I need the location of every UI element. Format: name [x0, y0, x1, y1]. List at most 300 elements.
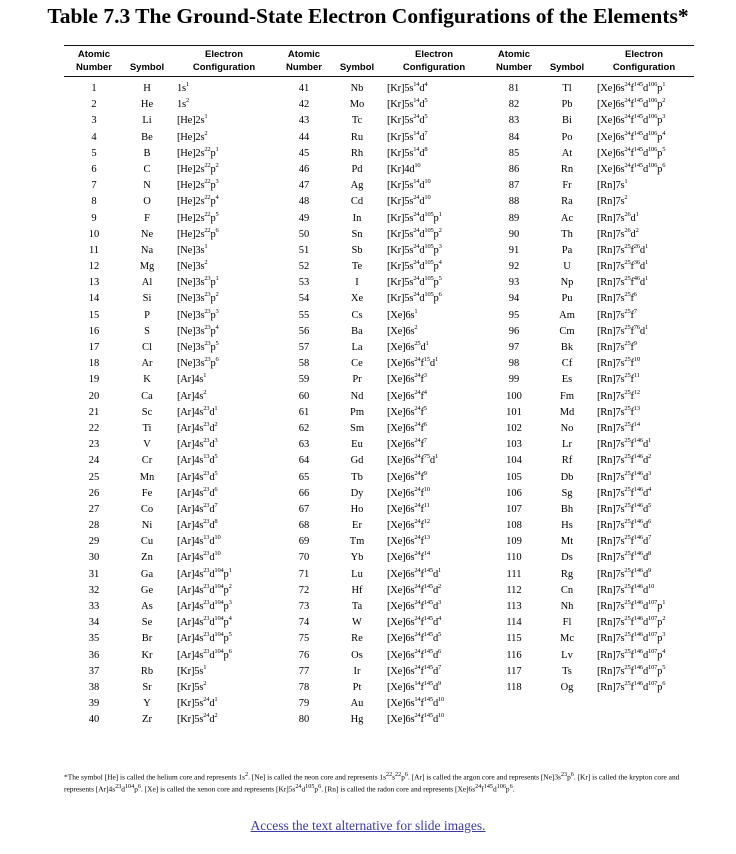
table-row	[274, 243, 484, 259]
atomic-number: 42	[298, 99, 310, 111]
header-electron-label: Electron	[624, 49, 663, 60]
element-symbol: Og	[560, 681, 574, 693]
atomic-number: 64	[298, 455, 310, 467]
table-row	[64, 680, 274, 696]
table-row	[64, 583, 274, 599]
element-symbol: Ge	[140, 584, 154, 596]
element-symbol: Cf	[561, 358, 573, 370]
atomic-number: 27	[88, 503, 100, 515]
atomic-number: 43	[298, 115, 310, 127]
element-symbol: Er	[352, 520, 362, 532]
atomic-number: 100	[506, 390, 522, 402]
element-symbol: Sm	[349, 422, 364, 434]
element-symbol: Po	[561, 131, 573, 143]
element-symbol: Ra	[561, 196, 573, 208]
electron-configuration: $[Ar]4s^2$	[177, 388, 207, 402]
element-symbol: H	[143, 83, 151, 94]
table-row	[274, 130, 484, 146]
table-row	[64, 211, 274, 227]
element-symbol: Tb	[351, 471, 363, 483]
atomic-number: 38	[88, 681, 100, 693]
atomic-number: 31	[88, 568, 100, 580]
electron-configuration: $[Ar]4s^{23}d^{104}p^3$	[177, 599, 232, 612]
table-row	[274, 567, 484, 583]
element-symbol: W	[352, 617, 362, 629]
table-row	[64, 97, 274, 113]
electron-configuration: $[Ne]3s^{23}p^5$	[177, 340, 219, 353]
electron-configuration: $[Xe]6s^{24}f^{11}$	[387, 501, 430, 515]
element-symbol: Dy	[350, 487, 364, 499]
table-row	[274, 680, 484, 696]
text-alternative-link[interactable]: Access the text alternative for slide images.	[250, 818, 486, 833]
element-symbol: V	[143, 439, 151, 451]
table-row	[274, 631, 484, 647]
element-symbol: Nb	[350, 83, 364, 94]
electron-configuration: $[Xe]6s^{24}f^{145}d^{106}p^2$	[597, 97, 666, 111]
atomic-number: 53	[298, 277, 310, 289]
element-symbol: Am	[559, 309, 575, 321]
electron-configuration: $[Rn]7s^{25}f^{146}d^{107}p^1$	[597, 599, 666, 612]
table-row	[274, 146, 484, 162]
element-symbol: Hf	[351, 584, 363, 596]
atomic-number: 51	[298, 244, 310, 256]
table-row	[64, 146, 274, 162]
electron-configuration: $[Rn]7s^{25}f^{146}d^{107}p^6$	[597, 679, 666, 693]
element-symbol: Nd	[350, 390, 364, 402]
electron-configuration: $[Ne]3s^{23}p^6$	[177, 356, 219, 370]
table-row	[484, 680, 694, 696]
header-configuration-label: Configuration	[402, 62, 466, 73]
table-row	[64, 712, 274, 728]
atomic-number: 85	[508, 147, 520, 159]
electron-configuration: $[Xe]6s^{24}f^{10}$	[387, 485, 430, 499]
table-row	[274, 356, 484, 372]
table-row	[274, 178, 484, 194]
element-symbol: Es	[561, 374, 573, 386]
element-symbol: Cl	[142, 342, 152, 353]
table-row	[64, 534, 274, 550]
element-symbol: Ne	[140, 228, 154, 240]
electron-configuration: $[He]2s^{22}p^1$	[177, 145, 219, 159]
table-row	[274, 372, 484, 388]
electron-configuration: $[Xe]6s^{24}f^3$	[387, 372, 427, 386]
table-row	[484, 146, 694, 162]
electron-configuration: $[Ar]4s^{23}d^{104}p^6$	[177, 647, 232, 661]
table-row	[274, 275, 484, 291]
table-row	[64, 486, 274, 502]
table-header	[484, 45, 694, 77]
atomic-number: 96	[508, 325, 520, 337]
atomic-number: 87	[508, 180, 520, 192]
table-row	[484, 259, 694, 275]
electron-configuration: $[Xe]6s^{24}f^4$	[387, 388, 427, 402]
electron-configuration: $[Xe]6s^{24}f^{145}d^3$	[387, 599, 442, 612]
atomic-number: 47	[298, 180, 310, 192]
header-symbol: Symbol	[549, 62, 585, 73]
header-electron-label: Electron	[414, 49, 453, 60]
atomic-number: 83	[508, 115, 520, 127]
table-row	[274, 648, 484, 664]
electron-configuration: $[Rn]7s^{25}f^{146}d^6$	[597, 518, 652, 532]
element-symbol: Rh	[350, 147, 364, 159]
atomic-number: 109	[506, 536, 522, 548]
atomic-number: 114	[506, 617, 522, 629]
electron-configuration: $[Ar]4s^{23}d^5$	[177, 469, 218, 483]
element-symbol: Lv	[561, 649, 573, 661]
element-symbol: Kr	[141, 649, 153, 661]
element-symbol: Hg	[350, 714, 364, 726]
atomic-number: 3	[91, 115, 97, 127]
header-number-label: Number	[76, 62, 112, 73]
electron-configuration: $[Xe]6s^{24}f^{13}$	[387, 534, 430, 548]
atomic-number: 77	[298, 665, 310, 677]
atomic-number: 50	[298, 228, 310, 240]
atomic-number: 22	[88, 422, 100, 434]
element-symbol: Se	[141, 617, 153, 629]
table-row	[274, 615, 484, 631]
atomic-number: 46	[298, 163, 310, 175]
electron-configuration: $[Ar]4s^{23}d^7$	[177, 501, 218, 515]
element-symbol: U	[563, 261, 571, 273]
element-symbol: Yb	[350, 552, 364, 564]
table-rows	[64, 81, 274, 729]
electron-configuration: $[Ar]4s^{23}d^6$	[177, 485, 218, 499]
electron-configuration: $[He]2s^{22}p^4$	[177, 194, 219, 208]
element-symbol: Mc	[560, 633, 574, 645]
element-symbol: Be	[141, 131, 153, 143]
element-symbol: F	[144, 212, 150, 224]
atomic-number: 9	[91, 212, 97, 224]
electron-configuration: $[Xe]6s^{24}f^7$	[387, 437, 427, 451]
atomic-number: 7	[91, 180, 97, 192]
electron-configuration: $[Rn]7s^{25}f^{146}d^1$	[597, 437, 652, 451]
electron-configuration: $[Ne]3s^{23}p^4$	[177, 323, 219, 337]
atomic-number: 107	[506, 503, 522, 515]
atomic-number: 111	[506, 568, 522, 580]
header-number-label: Number	[286, 62, 322, 73]
atomic-number: 79	[298, 698, 310, 710]
atomic-number: 26	[88, 487, 100, 499]
element-symbol: Ni	[141, 520, 153, 532]
element-symbol: La	[351, 342, 363, 353]
table-row	[274, 437, 484, 453]
table-row	[484, 194, 694, 210]
atomic-number: 39	[88, 698, 100, 710]
table-row	[484, 599, 694, 615]
electron-configuration: $[Rn]7s^{25}f^{13}$	[597, 404, 640, 418]
electron-configuration: $[Rn]7s^{25}f^{46}d^1$	[597, 275, 649, 289]
electron-configuration: $[Rn]7s^{25}f^{146}d^3$	[597, 469, 652, 483]
table-row	[64, 356, 274, 372]
atomic-number: 4	[91, 131, 97, 143]
element-symbol: S	[144, 325, 150, 337]
atomic-number: 67	[298, 503, 310, 515]
table-row	[484, 324, 694, 340]
atomic-number: 19	[88, 374, 100, 386]
atomic-number: 82	[508, 99, 520, 111]
element-symbol: Pt	[352, 681, 362, 693]
table-row	[484, 453, 694, 469]
atomic-number: 2	[91, 99, 97, 111]
element-symbol: Rg	[560, 568, 574, 580]
table-row	[274, 405, 484, 421]
table-rows	[274, 81, 484, 729]
atomic-number: 65	[298, 471, 310, 483]
table-row	[484, 291, 694, 307]
electron-configuration: $[Kr]5s^{24}d^{105}p^1$	[387, 210, 442, 224]
element-symbol: N	[143, 180, 151, 192]
element-symbol: Nh	[560, 601, 574, 612]
electron-configuration: $[Xe]6s^{24}f^{15}d^1$	[387, 356, 439, 370]
electron-configuration: $[Xe]6s^{24}f^{75}d^1$	[387, 453, 439, 467]
table-row	[274, 453, 484, 469]
table-row	[484, 275, 694, 291]
table-row	[64, 615, 274, 631]
atomic-number: 68	[298, 520, 310, 532]
atomic-number: 61	[298, 406, 310, 418]
table-row	[274, 421, 484, 437]
electron-configuration: $[Xe]6s^{24}f^{145}d^{106}p^5$	[597, 145, 666, 159]
element-symbol: Bh	[560, 503, 574, 515]
table-row	[64, 664, 274, 680]
electron-configuration: $[Xe]6s^{24}f^{145}d^5$	[387, 631, 442, 645]
element-symbol: Rb	[140, 665, 154, 677]
electron-configuration: $[Xe]6s^{14}f^{145}d^9$	[387, 679, 442, 693]
atomic-number: 74	[298, 617, 310, 629]
atomic-number: 10	[88, 228, 100, 240]
electron-configuration: $[Rn]7s^{25}f^{146}d^8$	[597, 550, 652, 564]
element-symbol: Al	[141, 277, 153, 289]
table-footnote: *The symbol [He] is called the helium core and represents $1s^2$. [Ne] is called the neon core and represents $1s^{22}s^{22}p^6$. [Ar] is called the argon core and represents $[Ne]3s^{23}p^6$. [Kr] is called the krypton core and represents $[Ar]4s^{23}d^{104}p^6$. [Xe] is called the xenon core and represents $[Kr]5s^{24}d^{105}p^6$. [Rn] is called the radon core and represents $[Xe]6s^{24}f^{145}d^{106}p^6$.	[64, 772, 680, 794]
element-symbol: Mg	[139, 261, 155, 273]
atomic-number: 86	[508, 163, 520, 175]
table-row	[484, 534, 694, 550]
electron-configuration: $[Rn]7s^{25}f^{12}$	[597, 388, 640, 402]
electron-configuration: $[Xe]6s^{24}f^{145}d^{106}p^4$	[597, 129, 666, 143]
electron-configuration: $[Ne]3s^{23}p^1$	[177, 275, 219, 289]
atomic-number: 59	[298, 374, 310, 386]
electron-configuration: $[He]2s^{22}p^3$	[177, 178, 219, 192]
atomic-number: 97	[508, 342, 520, 353]
electron-configuration: $[Ne]3s^1$	[177, 242, 208, 256]
atomic-number: 91	[508, 244, 520, 256]
atomic-number: 112	[506, 584, 522, 596]
table-row	[274, 162, 484, 178]
element-symbol: Mt	[560, 536, 574, 548]
element-symbol: Ga	[140, 568, 154, 580]
element-symbol: As	[141, 601, 153, 612]
table-row	[64, 696, 274, 712]
table-row	[64, 470, 274, 486]
table-row	[484, 372, 694, 388]
atomic-number: 104	[506, 455, 522, 467]
header-atomic-number	[64, 48, 124, 74]
element-symbol: Ds	[561, 552, 573, 564]
element-symbol: Db	[560, 471, 574, 483]
table-row	[64, 421, 274, 437]
electron-configuration: $[Kr]5s^{24}d^1$	[177, 696, 218, 710]
atomic-number: 62	[298, 422, 310, 434]
header-number-label: Number	[496, 62, 532, 73]
table-row	[484, 178, 694, 194]
table-row	[274, 340, 484, 356]
table-row	[64, 81, 274, 97]
element-symbol: Th	[561, 228, 573, 240]
table-row	[274, 599, 484, 615]
element-symbol: Ru	[350, 131, 364, 143]
electron-configuration: $[Kr]5s^{24}d^{105}p^4$	[387, 259, 442, 273]
electron-configuration: $[Rn]7s^2$	[597, 194, 628, 208]
atomic-number: 75	[298, 633, 310, 645]
table-row	[64, 291, 274, 307]
electron-configuration: $[Kr]5s^{24}d^{105}p^3$	[387, 242, 442, 256]
electron-configuration: $[Xe]6s^{14}f^{145}d^{10}$	[387, 696, 445, 710]
electron-configuration: $[Ar]4s^{13}d^5$	[177, 453, 218, 467]
table-row	[484, 550, 694, 566]
element-symbol: Cs	[351, 309, 363, 321]
table-row	[64, 275, 274, 291]
electron-configuration: $[Rn]7s^{25}f^{146}d^2$	[597, 453, 652, 467]
electron-configuration: $[He]2s^{22}p^2$	[177, 161, 219, 175]
element-symbol: Li	[142, 115, 152, 127]
table-row	[64, 599, 274, 615]
electron-configuration: $[Rn]7s^1$	[597, 178, 628, 192]
element-symbol: Pm	[349, 406, 364, 418]
table-row	[274, 291, 484, 307]
header-atomic-label: Atomic	[77, 49, 111, 60]
atomic-number: 72	[298, 584, 310, 596]
electron-configuration: $[Xe]6s^{24}f^{145}d^{106}p^3$	[597, 113, 666, 127]
table-row	[64, 243, 274, 259]
electron-configuration: $[Xe]6s^{24}f^{12}$	[387, 518, 430, 532]
atomic-number: 6	[91, 163, 97, 175]
table-row	[274, 97, 484, 113]
atomic-number: 14	[88, 293, 100, 305]
atomic-number: 78	[298, 681, 310, 693]
table-row	[64, 437, 274, 453]
atomic-number: 5	[91, 147, 97, 159]
atomic-number: 37	[88, 665, 100, 677]
element-symbol: Lr	[562, 439, 572, 451]
electron-configuration: $[Xe]6s^{24}f^5$	[387, 404, 427, 418]
electron-configuration: $[He]2s^{22}p^6$	[177, 226, 219, 240]
atomic-number: 16	[88, 325, 100, 337]
atomic-number: 118	[506, 681, 522, 693]
electron-configuration: $[Xe]6s^1$	[387, 307, 418, 321]
element-symbol: Os	[351, 649, 363, 661]
electron-configuration: $[Rn]7s^{25}f^{146}d^{107}p^5$	[597, 663, 666, 677]
atomic-number: 81	[508, 83, 520, 94]
table-row	[484, 648, 694, 664]
electron-configuration: $[Rn]7s^{25}f^{26}d^1$	[597, 242, 649, 256]
electron-configuration: $[Rn]7s^{25}f^{146}d^{107}p^4$	[597, 647, 666, 661]
element-symbol: He	[140, 99, 154, 111]
table-row	[64, 178, 274, 194]
electron-configuration: $1s^2$	[177, 97, 189, 111]
element-symbol: Fe	[141, 487, 153, 499]
atomic-number: 30	[88, 552, 100, 564]
element-symbol: Sc	[141, 406, 153, 418]
electron-configuration: $[Kr]5s^{14}d^7$	[387, 129, 428, 143]
table-row	[274, 583, 484, 599]
atomic-number: 41	[298, 83, 310, 94]
atomic-number: 94	[508, 293, 520, 305]
table-row	[274, 259, 484, 275]
table-row	[64, 502, 274, 518]
electron-configuration: $[Ar]4s^1$	[177, 372, 207, 386]
electron-configuration: $[Ar]4s^{23}d^{104}p^5$	[177, 631, 232, 645]
atomic-number: 36	[88, 649, 100, 661]
electron-configuration: $[Ar]4s^{23}d^8$	[177, 518, 218, 532]
atomic-number: 99	[508, 374, 520, 386]
table-row	[64, 550, 274, 566]
atomic-number: 73	[298, 601, 310, 612]
electron-configuration: $[Kr]5s^{24}d^{105}p^6$	[387, 291, 442, 305]
atomic-number: 17	[88, 342, 100, 353]
element-symbol: B	[143, 147, 151, 159]
element-symbol: Pb	[561, 99, 573, 111]
table-row	[484, 243, 694, 259]
atomic-number: 11	[88, 244, 100, 256]
electron-configuration: $[Xe]6s^{25}d^1$	[387, 340, 429, 353]
electron-configuration: $[Rn]7s^{26}d^2$	[597, 226, 639, 240]
atomic-number: 70	[298, 552, 310, 564]
table-row	[484, 470, 694, 486]
element-symbol: Br	[141, 633, 153, 645]
table-rows	[484, 81, 694, 696]
electron-configuration: $[Ar]4s^{23}d^3$	[177, 437, 218, 451]
atomic-number: 13	[88, 277, 100, 289]
table-row	[484, 405, 694, 421]
element-symbol: Sg	[561, 487, 573, 499]
electron-configuration: $[Xe]6s^{24}f^{145}d^{10}$	[387, 712, 445, 726]
element-symbol: Ce	[351, 358, 363, 370]
element-symbol: Te	[351, 261, 363, 273]
table-row	[64, 518, 274, 534]
table-row	[274, 534, 484, 550]
table-row	[274, 470, 484, 486]
element-symbol: Bk	[560, 342, 574, 353]
electron-configuration: $[Xe]6s^{24}f^{145}d^2$	[387, 582, 442, 596]
table-row	[484, 518, 694, 534]
electron-configuration: $[Xe]6s^2$	[387, 323, 418, 337]
header-atomic-label: Atomic	[497, 49, 531, 60]
table-header	[64, 45, 274, 77]
atomic-number: 110	[506, 552, 522, 564]
atomic-number: 54	[298, 293, 310, 305]
atomic-number: 103	[506, 439, 522, 451]
table-row	[274, 550, 484, 566]
table-row	[274, 194, 484, 210]
element-symbol: Mn	[139, 471, 155, 483]
element-symbol: Zr	[142, 714, 152, 726]
element-symbol: Sr	[142, 681, 152, 693]
element-symbol: At	[561, 147, 573, 159]
atomic-number: 33	[88, 601, 100, 612]
element-symbol: Ta	[351, 601, 363, 612]
atomic-number: 60	[298, 390, 310, 402]
element-symbol: Lu	[351, 568, 363, 580]
electron-configuration: $[Kr]5s^2$	[177, 679, 207, 693]
element-symbol: Ts	[562, 665, 572, 677]
table-row	[64, 324, 274, 340]
element-symbol: Ag	[350, 180, 364, 192]
table-row	[484, 227, 694, 243]
atomic-number: 76	[298, 649, 310, 661]
atomic-number: 102	[506, 422, 522, 434]
element-symbol: Fm	[559, 390, 574, 402]
table-row	[64, 259, 274, 275]
